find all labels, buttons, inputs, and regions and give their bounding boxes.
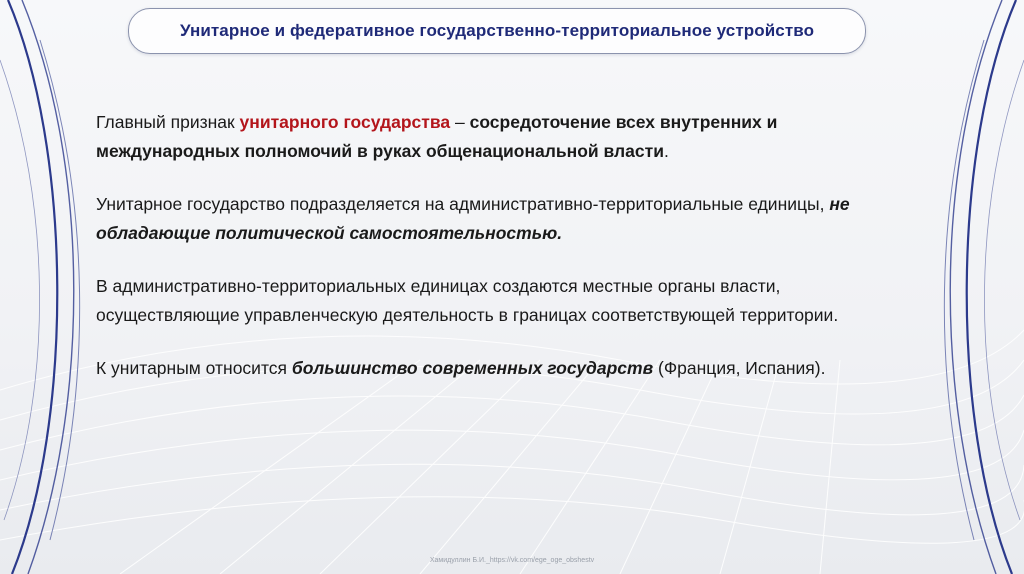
footer-credit: Хамидуллин Б.И._https://vk.com/ege_oge_obshestv	[429, 557, 595, 564]
p4-text-1: К унитарным относится	[96, 358, 292, 378]
p3-text-1: В административно-территориальных единицах создаются местные органы власти, осуществляющие управленческую деятельность в границах соответствующей территории.	[96, 276, 839, 325]
p2-text-1: Унитарное государство подразделяется на административно-территориальные единицы,	[96, 194, 830, 214]
paragraph-examples	[96, 354, 896, 383]
paragraph-main-feature	[96, 108, 896, 166]
left-decorative-curves	[0, 0, 110, 574]
p4-text-3: (Франция, Испания).	[653, 358, 826, 378]
p1-text-1: Главный признак	[96, 112, 240, 132]
p1-bold-definition: сосредоточение всех внутренних и международных полномочий в руках общенациональной власти	[96, 112, 778, 161]
p1-period: .	[663, 141, 669, 161]
title-banner	[128, 8, 866, 54]
paragraph-subdivision	[96, 190, 896, 248]
p1-dash: –	[450, 112, 470, 132]
p1-highlight-unitary-state: унитарного государства	[239, 112, 451, 132]
p4-bold-italic: большинство современных государств	[291, 358, 654, 378]
p2-bold-italic: не обладающие политической самостоятельностью.	[96, 194, 850, 243]
slide-content	[96, 108, 896, 407]
paragraph-local-authorities	[96, 272, 896, 330]
right-decorative-curves	[914, 0, 1024, 574]
slide-title: Унитарное и федеративное государственно-территориальное устройство	[179, 21, 815, 40]
